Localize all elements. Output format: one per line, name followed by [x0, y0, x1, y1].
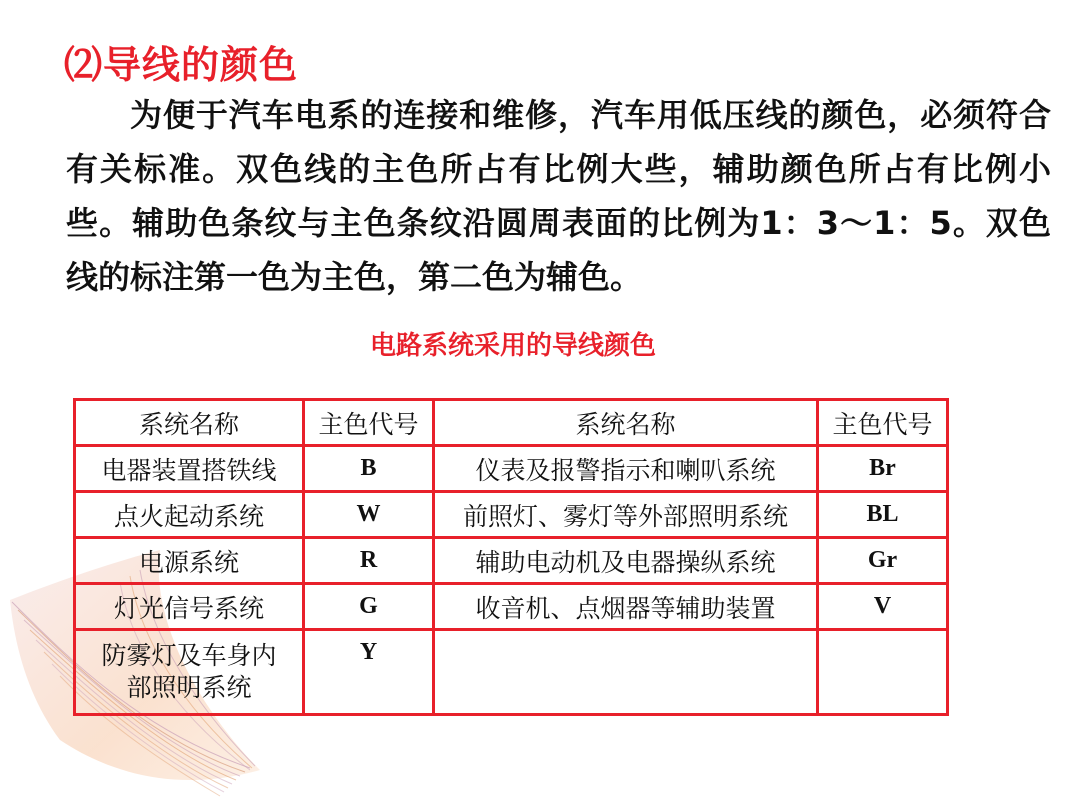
color-code-cell: Y — [304, 630, 434, 715]
system-name-cell: 点火起动系统 — [75, 492, 304, 538]
color-code-cell: R — [304, 538, 434, 584]
system-name-cell: 电器装置搭铁线 — [75, 446, 304, 492]
table-row — [75, 446, 948, 492]
color-code-cell: V — [818, 584, 948, 630]
color-code-cell: B — [304, 446, 434, 492]
header-main-color-code-left: 主色代号 — [304, 400, 434, 446]
system-name-cell: 仪表及报警指示和喇叭系统 — [434, 446, 818, 492]
table-header-row — [75, 400, 948, 446]
empty-cell — [434, 630, 818, 715]
wire-color-table — [73, 398, 949, 716]
header-system-name-left: 系统名称 — [75, 400, 304, 446]
color-code-cell: W — [304, 492, 434, 538]
system-name-line: 部照明系统 — [126, 673, 252, 702]
table-row — [75, 630, 948, 715]
table-row — [75, 584, 948, 630]
system-name-cell: 前照灯、雾灯等外部照明系统 — [434, 492, 818, 538]
color-code-cell: G — [304, 584, 434, 630]
system-name-cell — [75, 630, 304, 715]
system-name-cell: 收音机、点烟器等辅助装置 — [434, 584, 818, 630]
system-name-cell: 辅助电动机及电器操纵系统 — [434, 538, 818, 584]
table-row — [75, 492, 948, 538]
table-row — [75, 538, 948, 584]
header-system-name-right: 系统名称 — [434, 400, 818, 446]
system-name-line: 防雾灯及车身内 — [101, 641, 277, 670]
color-code-cell: Br — [818, 446, 948, 492]
system-name-cell: 电源系统 — [75, 538, 304, 584]
empty-cell — [818, 630, 948, 715]
body-paragraph: 为便于汽车电系的连接和维修，汽车用低压线的颜色，必须符合有关标准。双色线的主色所占有比例大些，辅助颜色所占有比例小些。辅助色条纹与主色条纹沿圆周表面的比例为1：3～1：5。双色线的标注第一色为主色，第二色为辅色。 — [66, 96, 1051, 296]
color-code-cell: BL — [818, 492, 948, 538]
color-code-cell: Gr — [818, 538, 948, 584]
system-name-cell: 灯光信号系统 — [75, 584, 304, 630]
header-main-color-code-right: 主色代号 — [818, 400, 948, 446]
slide-title: ⑵导线的颜色 — [64, 43, 299, 87]
table-caption: 电路系统采用的导线颜色 — [369, 331, 656, 361]
